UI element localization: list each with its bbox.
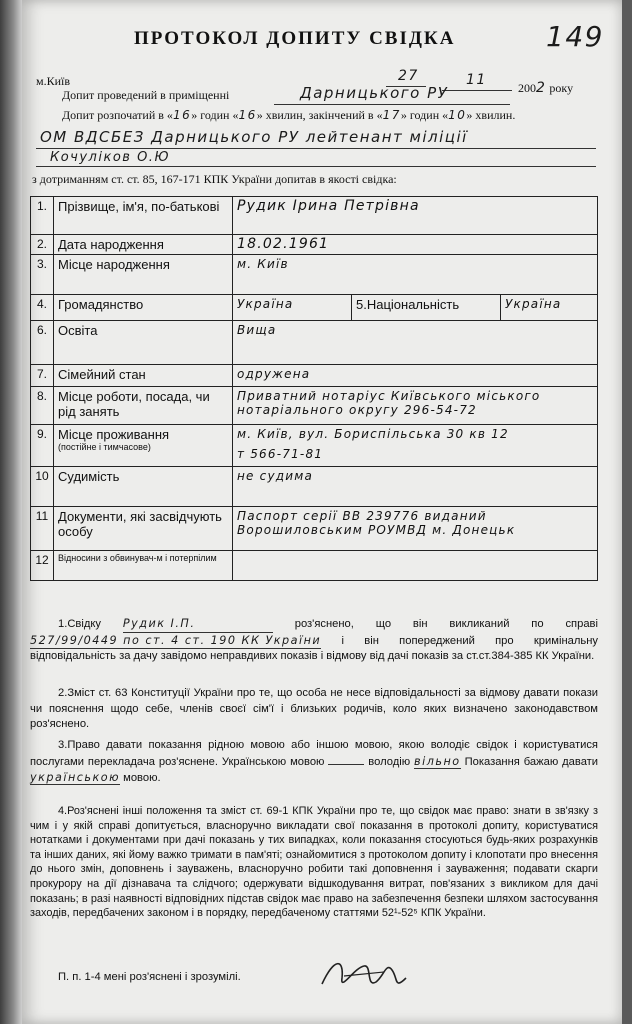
paragraph-3: 3.Право давати показання рідною мовою або іншою мовою, якою володіє свідок і користуватися послугами перекладача роз'яснене. Українською мовою володію вільно Показання бажаю давати українською мовою. [30,739,599,785]
date-day: 27 [398,68,419,84]
full-name-value: Рудик Ірина Петрівна [233,197,598,235]
paragraph-2: 2.Зміст ст. 63 Конституції України про те, що особа не несе відповідальності за відмову давати покази чи пояснення щодо себе, членів своєї сім'ї і близьких родичів, коло яких визначено законодавством роз'яснено. [30,687,598,731]
relationship-value [233,551,598,581]
table-row: 4. Громадянство Україна 5.Національність Україна [31,295,598,321]
marital-status-value: одружена [233,365,598,387]
table-row: 8. Місце роботи, посада, чи рід занять Приватний нотаріус Київського міського нотаріального округу 296-54-72 [31,387,598,425]
birth-date-value: 18.02.1961 [233,235,598,255]
interrogation-time: Допит розпочатий в «16» годин «16» хвилин, закінчений в «17» годин «10» хвилин. [62,108,516,122]
officer-line-2: Кочуліков О.Ю [50,150,170,165]
date-month: 11 [466,72,487,88]
residence-value: м. Київ, вул. Бориспільська 30 кв 12 т 566-71-81 [233,425,598,467]
citizenship-value: Україна [233,295,352,321]
document-page [22,0,622,1024]
officer-line-1: ОМ ВДСБЕЗ Дарницького РУ лейтенант міліції [40,128,468,146]
date-year: 2002 року [518,80,574,96]
premises-value: Дарницького РУ [300,84,449,102]
premises-label: Допит проведений в приміщенні [62,88,230,102]
table-row: 1. Прізвище, ім'я, по-батькові Рудик Ірина Петрівна [31,197,598,235]
paragraph-4: 4.Роз'яснені інші положення та зміст ст. 69-1 КПК України про те, що свідок має право: знати в зв'язку з чим і у якій справі допитується, власноручно викладати свої показання в протоколі допиту, користуватися нотатками і документами при дачі показань у тих випадках, коли показання стосуються будь-яких розрахунків та інших даних, які йому важко тримати в пам'яті; ознайомитися з протоколом допиту і клопотати про внесення до нього змін, доповнень і зауважень, власноручно робити такі доповнення і зауваження; подавати скарги прокурору на дії дізнавача та слідчого; одержувати відшкодування витрат, пов'язаних з викликом для дачі показань; в разі наявності відповідних підстав свідок має право на забезпечення безпеки шляхом застосування заходів, передбачених законом і в порядку, передбаченому статтями 52¹-52⁵ КПК України. [30,805,598,920]
table-row: 7. Сімейний стан одружена [31,365,598,387]
workplace-value: Приватний нотаріус Київського міського нотаріального округу 296-54-72 [233,387,598,425]
witness-data-table [30,196,598,581]
archive-page-number: 149 [546,20,604,53]
table-row: 12 Відносини з обвинувач-м і потерпілим [31,551,598,581]
criminal-record-value: не судима [233,467,598,507]
table-row: 10 Судимість не судима [31,467,598,507]
education-value: Вища [233,321,598,365]
table-row: 6. Освіта Вища [31,321,598,365]
table-row: 11 Документи, які засвідчують особу Паспорт серії ВВ 239776 виданий Ворошиловським РОУМВД м. Донецьк [31,507,598,551]
closing-statement: П. п. 1-4 мені роз'яснені і зрозумілі. [58,971,241,983]
table-row: 2. Дата народження 18.02.1961 [31,235,598,255]
identity-documents-value: Паспорт серії ВВ 239776 виданий Ворошиловським РОУМВД м. Донецьк [233,507,598,551]
document-title: ПРОТОКОЛ ДОПИТУ СВІДКА [134,28,456,49]
binding-edge [0,0,22,1024]
table-row: 3. Місце народження м. Київ [31,255,598,295]
birth-place-value: м. Київ [233,255,598,295]
basis-text: з дотриманням ст. ст. 85, 167-171 КПК України допитав в якості свідка: [32,172,397,186]
city: м.Київ [36,74,71,88]
table-row: 9. Місце проживання (постійне і тимчасове) м. Київ, вул. Бориспільська 30 кв 12 т 566-71-81 [31,425,598,467]
nationality-value: Україна [501,295,598,321]
witness-signature [314,948,424,998]
paragraph-1: 1.Свідку Рудик І.П. роз'яснено, що він викликаний по справі 527/99/0449 по ст. 4 ст. 190 КК України і він попереджений про кримінальну відповідальність за дачу завідомо неправдивих показів і відмову від дачі показів за ст.ст.384-385 КК України. [30,617,598,663]
